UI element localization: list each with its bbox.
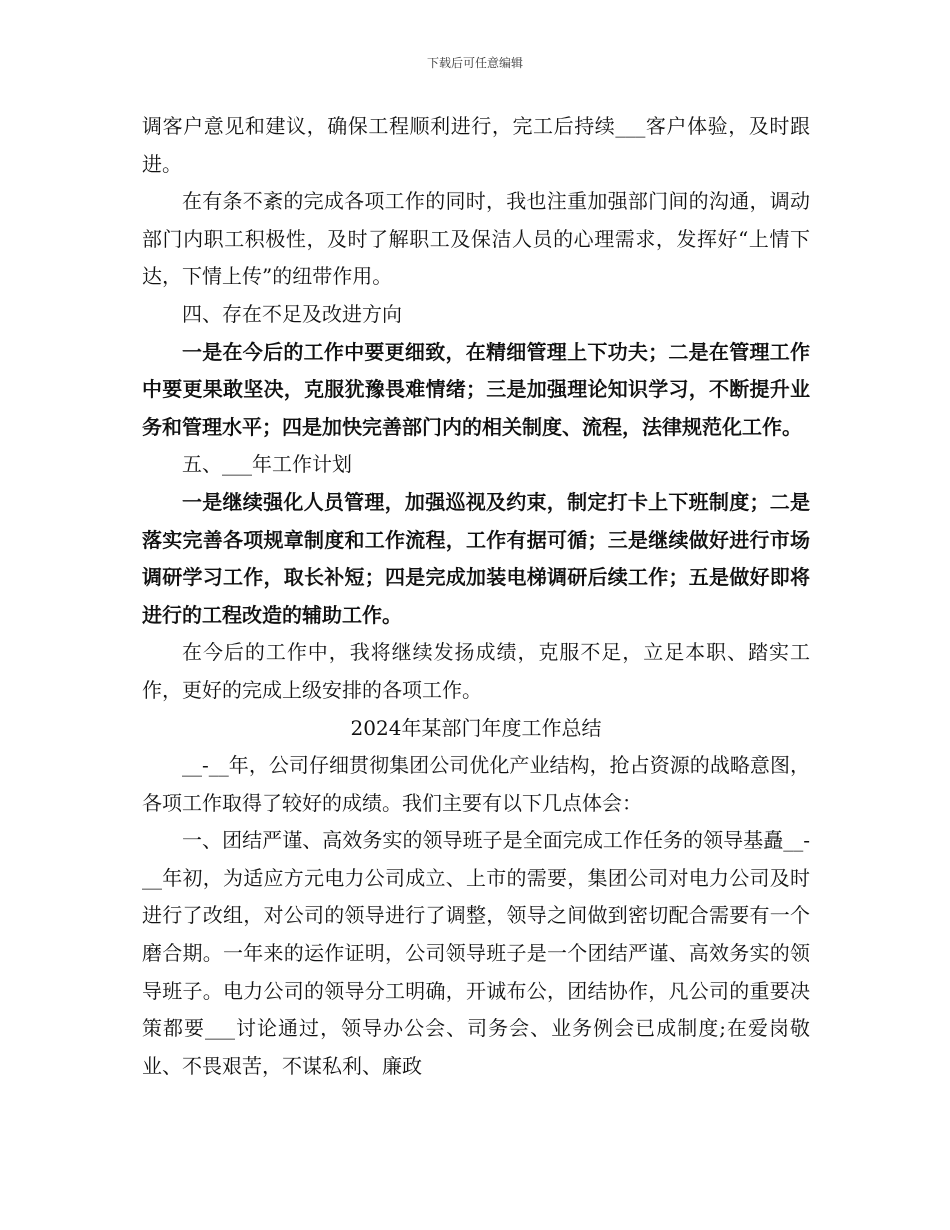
page-header: 下载后可任意编辑 <box>426 56 523 70</box>
document-title: 2024年某部门年度工作总结 <box>350 715 602 740</box>
paragraph-bold: 一是继续强化人员管理，加强巡视及约束，制定打卡上下班制度；二是落实完善各项规章制度和工作流程，工作有据可循；三是继续做好进行市场调研学习工作，取长补短；四是完成加装电梯调研后续工作；五是做好即将进行的工程改造的辅助工作。 <box>142 489 810 627</box>
section-heading: 四、存在不足及改进方向 <box>182 301 402 326</box>
paragraph: 在今后的工作中，我将继续发扬成绩，克服不足，立足本职、踏实工作，更好的完成上级安排的各项工作。 <box>142 640 810 702</box>
section-heading: 五、___年工作计划 <box>182 452 352 477</box>
paragraph: 调客户意见和建议，确保工程顺利进行，完工后持续___客户体验，及时跟进。 <box>142 114 810 176</box>
paragraph: 在有条不紊的完成各项工作的同时，我也注重加强部门间的沟通，调动部门内职工积极性，及时了解职工及保洁人员的心理需求，发挥好“上情下达，下情上传”的纽带作用。 <box>142 189 810 289</box>
paragraph-bold: 一是在今后的工作中要更细致，在精细管理上下功夫；二是在管理工作中要更果敢坚决，克服犹豫畏难情绪；三是加强理论知识学习，不断提升业务和管理水平；四是加快完善部门内的相关制度、流程，法律规范化工作。 <box>142 339 810 439</box>
document-body <box>142 108 810 1085</box>
paragraph: __-__年，公司仔细贯彻集团公司优化产业结构，抢占资源的战略意图，各项工作取得了较好的成绩。我们主要有以下几点体会： <box>142 753 810 815</box>
paragraph: 一、团结严谨、高效务实的领导班子是全面完成工作任务的领导基矗__-__年初，为适应方元电力公司成立、上市的需要，集团公司对电力公司及时进行了改组，对公司的领导进行了调整，领导之间做到密切配合需要有一个磨合期。一年来的运作证明，公司领导班子是一个团结严谨、高效务实的领导班子。电力公司的领导分工明确，开诚布公，团结协作，凡公司的重要决策都要___讨论通过，领导办公会、司务会、业务例会已成制度;在爱岗敬业、不畏艰苦，不谋私利、廉政 <box>142 828 810 1078</box>
